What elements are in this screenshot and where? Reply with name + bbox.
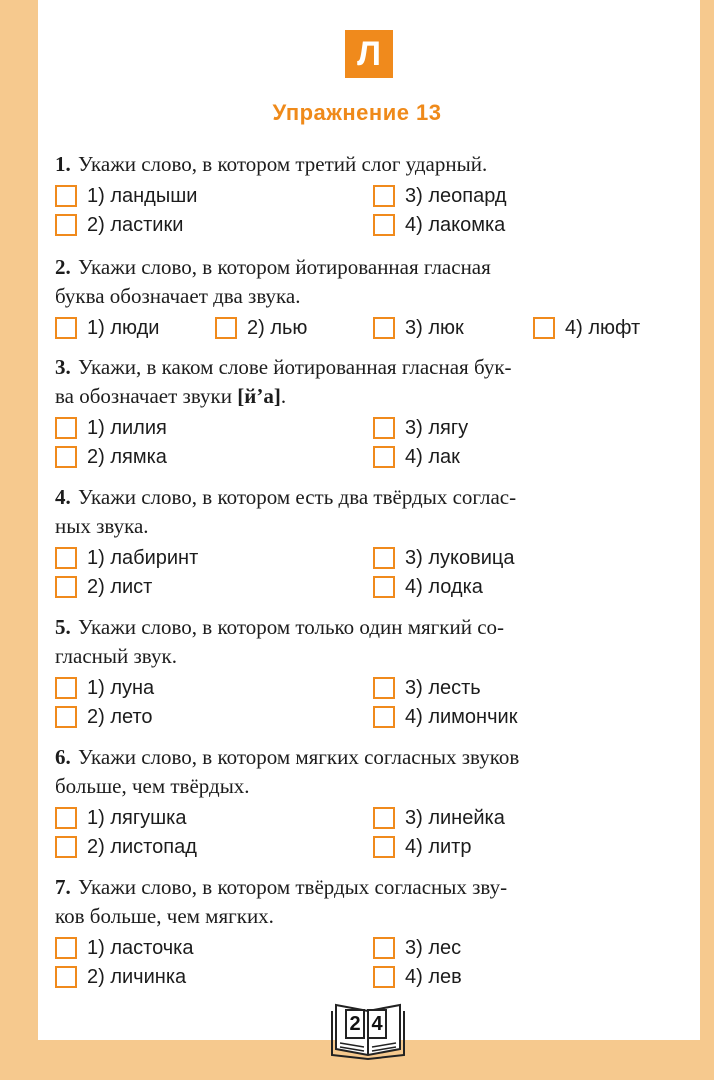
answer-options <box>55 804 683 864</box>
question-text: 6. Укажи слово, в котором мягких согласных звуков больше, чем твёрдых. <box>55 745 520 798</box>
answer-checkbox[interactable] <box>55 317 77 339</box>
question-text: 4. Укажи слово, в котором есть два твёрдых соглас- ных звука. <box>55 485 517 538</box>
answer-option[interactable]: 3) лесть <box>373 674 481 702</box>
question-text: 1. Укажи слово, в котором третий слог ударный. <box>55 152 488 176</box>
answer-checkbox[interactable] <box>373 185 395 207</box>
answer-checkbox[interactable] <box>373 966 395 988</box>
answer-option[interactable]: 2) лист <box>55 573 152 601</box>
page-digit: 4 <box>367 1009 387 1039</box>
answer-checkbox[interactable] <box>373 214 395 236</box>
answer-checkbox[interactable] <box>373 706 395 728</box>
question-number: 7. <box>55 875 71 899</box>
answer-option[interactable]: 2) лью <box>215 314 307 342</box>
task-5 <box>55 613 683 734</box>
question-number: 6. <box>55 745 71 769</box>
answer-options <box>55 544 683 604</box>
question-text: 3. Укажи, в каком слове йотированная гласная бук- ва обозначает звуки [й’а]. <box>55 355 512 408</box>
section-letter-badge: Л <box>345 30 393 78</box>
question-number: 5. <box>55 615 71 639</box>
answer-checkbox[interactable] <box>373 937 395 959</box>
answer-checkbox[interactable] <box>215 317 237 339</box>
answer-option[interactable]: 3) леопард <box>373 182 507 210</box>
answer-checkbox[interactable] <box>55 214 77 236</box>
question-text: 7. Укажи слово, в котором твёрдых согласных зву- ков больше, чем мягких. <box>55 875 508 928</box>
answer-checkbox[interactable] <box>373 547 395 569</box>
answer-option[interactable]: 2) личинка <box>55 963 186 991</box>
page-digits <box>344 1009 388 1039</box>
answer-option[interactable]: 2) лямка <box>55 443 167 471</box>
task-7 <box>55 873 683 994</box>
answer-checkbox[interactable] <box>373 576 395 598</box>
answer-checkbox[interactable] <box>373 807 395 829</box>
task-6 <box>55 743 683 864</box>
answer-option[interactable]: 1) лягушка <box>55 804 187 832</box>
page-number <box>330 997 406 1061</box>
question-number: 4. <box>55 485 71 509</box>
answer-options <box>55 182 683 242</box>
answer-option[interactable]: 3) линейка <box>373 804 505 832</box>
answer-options <box>55 934 683 994</box>
answer-option[interactable]: 1) ласточка <box>55 934 193 962</box>
answer-option[interactable]: 4) лодка <box>373 573 483 601</box>
answer-option[interactable]: 4) лакомка <box>373 211 505 239</box>
exercise-title: Упражнение 13 <box>272 100 442 125</box>
question-text: 5. Укажи слово, в котором только один мягкий со- гласный звук. <box>55 615 505 668</box>
answer-checkbox[interactable] <box>55 576 77 598</box>
answer-checkbox[interactable] <box>373 677 395 699</box>
answer-checkbox[interactable] <box>55 547 77 569</box>
answer-checkbox[interactable] <box>55 836 77 858</box>
answer-option[interactable]: 4) лимончик <box>373 703 517 731</box>
answer-checkbox[interactable] <box>55 937 77 959</box>
answer-option[interactable]: 4) лак <box>373 443 460 471</box>
answer-option[interactable]: 2) лето <box>55 703 153 731</box>
answer-checkbox[interactable] <box>373 836 395 858</box>
answer-checkbox[interactable] <box>373 446 395 468</box>
question-number: 2. <box>55 255 71 279</box>
answer-option[interactable]: 1) ландыши <box>55 182 197 210</box>
question-number: 1. <box>55 152 71 176</box>
answer-checkbox[interactable] <box>373 317 395 339</box>
question-text: 2. Укажи слово, в котором йотированная гласная буква обозначает два звука. <box>55 255 491 308</box>
answer-option[interactable]: 2) ластики <box>55 211 183 239</box>
answer-checkbox[interactable] <box>55 185 77 207</box>
answer-checkbox[interactable] <box>55 706 77 728</box>
answer-options <box>55 314 683 346</box>
answer-checkbox[interactable] <box>373 417 395 439</box>
task-2 <box>55 253 683 346</box>
question-number: 3. <box>55 355 71 379</box>
answer-option[interactable]: 4) лев <box>373 963 462 991</box>
answer-checkbox[interactable] <box>533 317 555 339</box>
answer-option[interactable]: 4) люфт <box>533 314 640 342</box>
answer-options <box>55 674 683 734</box>
answer-option[interactable]: 1) лилия <box>55 414 167 442</box>
answer-options <box>55 414 683 474</box>
task-1 <box>55 150 683 242</box>
task-3 <box>55 353 683 474</box>
task-4 <box>55 483 683 604</box>
answer-option[interactable]: 3) лес <box>373 934 461 962</box>
answer-checkbox[interactable] <box>55 966 77 988</box>
answer-option[interactable]: 3) лягу <box>373 414 468 442</box>
sound-transcription: [й’а] <box>237 384 281 408</box>
answer-checkbox[interactable] <box>55 417 77 439</box>
answer-option[interactable]: 1) люди <box>55 314 159 342</box>
answer-checkbox[interactable] <box>55 807 77 829</box>
answer-option[interactable]: 2) листопад <box>55 833 197 861</box>
answer-option[interactable]: 4) литр <box>373 833 471 861</box>
answer-option[interactable]: 1) луна <box>55 674 154 702</box>
page-digit: 2 <box>345 1009 365 1039</box>
answer-option[interactable]: 1) лабиринт <box>55 544 198 572</box>
answer-option[interactable]: 3) луковица <box>373 544 514 572</box>
answer-checkbox[interactable] <box>55 677 77 699</box>
answer-checkbox[interactable] <box>55 446 77 468</box>
answer-option[interactable]: 3) люк <box>373 314 464 342</box>
